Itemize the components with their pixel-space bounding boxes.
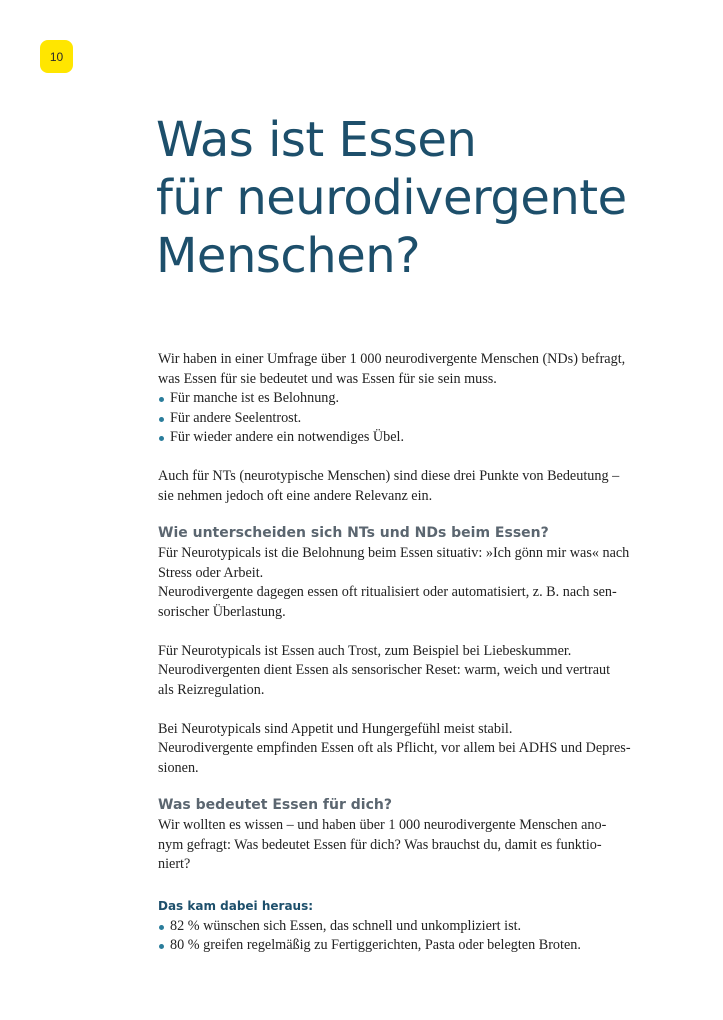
- list-item: Für andere Seelentrost.: [158, 409, 658, 429]
- meaning-paragraph: Wir wollten es wissen – und haben über 1 000 neurodivergente Menschen ano- nym gefragt: Was bedeutet Essen für dich? Was brauchst du, damit es funktio- niert?: [158, 817, 607, 872]
- list-item: Für manche ist es Belohnung.: [158, 389, 658, 409]
- differences-paragraph-appetite: Bei Neurotypicals sind Appetit und Hungergefühl meist stabil. Neurodivergente empfinden Essen oft als Pflicht, vor allem bei ADHS und Depres- sionen.: [158, 720, 631, 776]
- results-heading: Das kam dabei heraus:: [158, 898, 314, 913]
- list-item: 80 % greifen regelmäßig zu Fertiggerichten, Pasta oder belegten Broten.: [158, 936, 658, 956]
- section-heading-differences: Wie unterscheiden sich NTs und NDs beim Essen?: [158, 525, 549, 541]
- differences-paragraph-reward: Für Neurotypicals ist die Belohnung beim Essen situativ: »Ich gönn mir was« nach Stress oder Arbeit. Neurodivergente dagegen essen oft ritualisiert oder automatisiert, z. B. nach sen- sorischer Überlastung.: [158, 545, 630, 620]
- body-text: [158, 350, 658, 956]
- intro-paragraph: Wir haben in einer Umfrage über 1 000 neurodivergente Menschen (NDs) befragt, was Essen für sie bedeutet und was Essen für sie sein muss.: [158, 351, 626, 387]
- page-number-badge: [40, 40, 73, 73]
- results-bullet-list: [158, 917, 658, 956]
- title-line: für neurodivergente: [156, 170, 627, 226]
- nt-paragraph: Auch für NTs (neurotypische Menschen) sind diese drei Punkte von Bedeutung – sie nehmen jedoch oft eine andere Relevanz ein.: [158, 468, 620, 504]
- intro-bullet-list: [158, 389, 658, 448]
- title-line: Was ist Essen: [156, 112, 477, 168]
- page-title: [156, 111, 627, 285]
- list-item: Für wieder andere ein notwendiges Übel.: [158, 428, 658, 448]
- page-number: 10: [49, 49, 64, 64]
- list-item: 82 % wünschen sich Essen, das schnell und unkompliziert ist.: [158, 917, 658, 937]
- title-line: Menschen?: [156, 228, 421, 284]
- section-heading-meaning: Was bedeutet Essen für dich?: [158, 797, 392, 813]
- differences-paragraph-comfort: Für Neurotypicals ist Essen auch Trost, zum Beispiel bei Liebeskummer. Neurodivergenten dient Essen als sensorischer Reset: warm, weich und vertraut als Reizregulation.: [158, 642, 611, 698]
